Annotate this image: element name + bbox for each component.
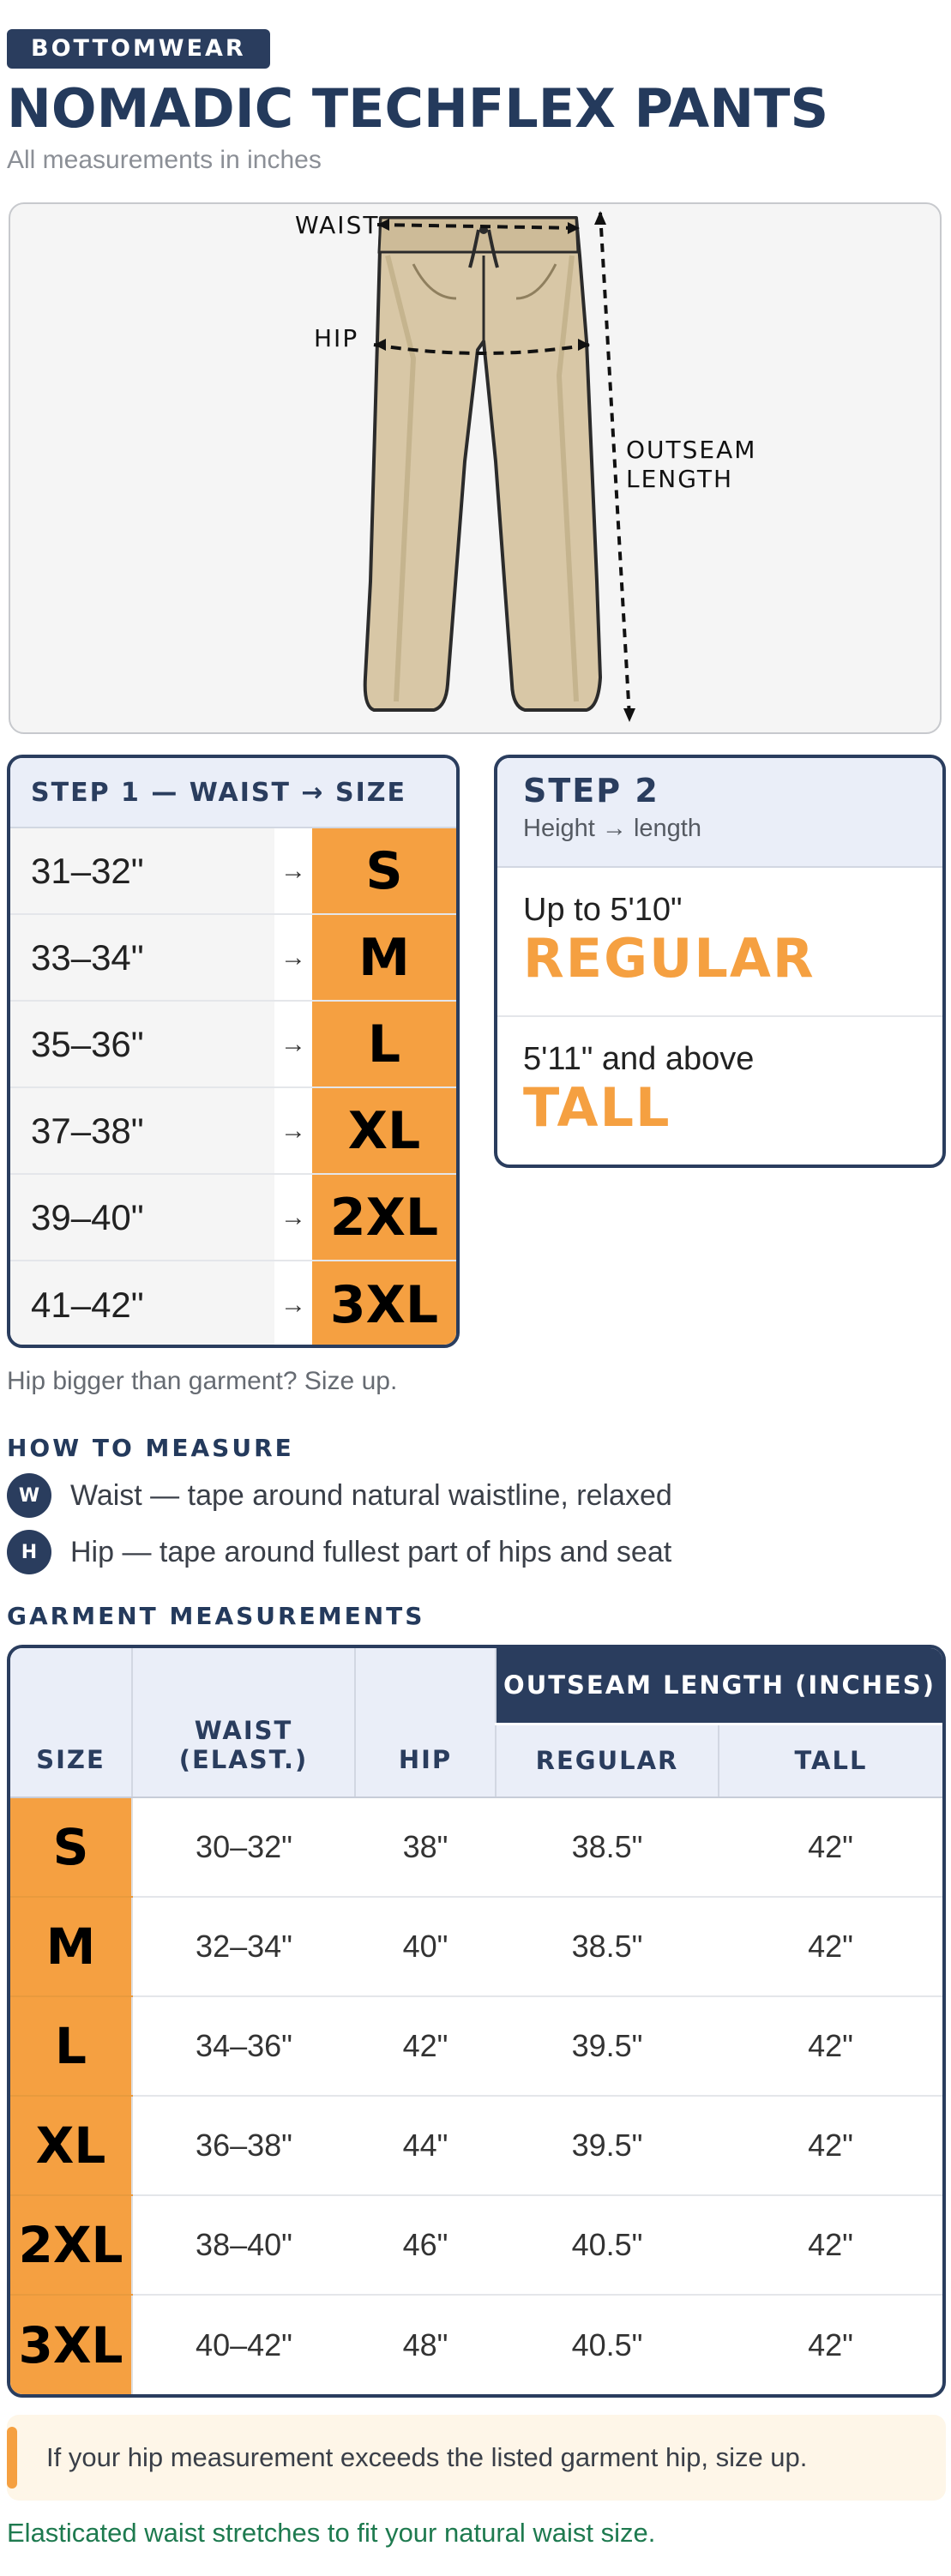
regular-cell: 38.5" xyxy=(496,1797,719,1897)
callout-text: If your hip measurement exceeds the listed garment hip, size up. xyxy=(46,2442,808,2472)
hip-label: HIP xyxy=(314,324,359,352)
table-row xyxy=(10,2096,942,2195)
waist-range: 33–34" xyxy=(10,915,274,1000)
hip-size-up-note: Hip bigger than garment? Size up. xyxy=(7,1367,398,1395)
waist-range: 39–40" xyxy=(10,1175,274,1260)
tall-cell: 42" xyxy=(719,2096,942,2195)
page-title: NOMADIC TECHFLEX PANTS xyxy=(7,77,829,140)
col-header-regular: REGULAR xyxy=(496,1724,719,1797)
step2-header xyxy=(497,758,942,868)
col-header-tall: TALL xyxy=(719,1724,942,1797)
pants-diagram xyxy=(9,202,942,734)
arrow-right-icon: → xyxy=(274,915,312,1000)
tall-cell: 42" xyxy=(719,1897,942,1996)
col-group-outseam: OUTSEAM LENGTH (INCHES) xyxy=(496,1648,942,1724)
regular-cell: 40.5" xyxy=(571,2326,643,2362)
outseam-label-line1: OUTSEAM xyxy=(626,436,757,464)
hip-cell: 42" xyxy=(355,1996,496,2096)
tall-cell: 42" xyxy=(719,1996,942,2096)
tall-cell: 42" xyxy=(808,2326,853,2362)
step1-row xyxy=(10,1088,456,1175)
size-cell: XL xyxy=(312,1088,456,1173)
arrow-right-icon: → xyxy=(274,828,312,913)
waist-cell: 40–42" xyxy=(196,2326,292,2362)
garment-measurements-heading: GARMENT MEASUREMENTS xyxy=(7,1602,425,1630)
step1-row xyxy=(10,828,456,915)
size-cell: S xyxy=(10,1797,132,1897)
regular-cell: 38.5" xyxy=(496,1897,719,1996)
step1-row xyxy=(10,1002,456,1088)
col-header-waist-line2: (ELAST.) xyxy=(178,1745,309,1774)
step2-height-to-length xyxy=(494,755,946,1168)
length-name: TALL xyxy=(523,1076,671,1139)
waist-cell: 34–36" xyxy=(132,1996,355,2096)
waist-cell: 30–32" xyxy=(132,1797,355,1897)
step1-row xyxy=(10,1261,456,1348)
how-to-measure-hip xyxy=(7,1530,671,1574)
page-subtitle: All measurements in inches xyxy=(7,146,322,174)
step2-subtitle: Height → length xyxy=(523,815,701,842)
how-to-measure-heading: HOW TO MEASURE xyxy=(7,1434,294,1462)
arrow-right-icon: → xyxy=(274,1088,312,1173)
hip-cell: 46" xyxy=(355,2195,496,2295)
tall-cell: 42" xyxy=(719,2195,942,2295)
hip-cell: 48" xyxy=(402,2326,448,2362)
table-row xyxy=(10,2295,942,2394)
height-condition: Up to 5'10" xyxy=(523,892,683,928)
size-cell: L xyxy=(312,1002,456,1086)
waist-range: 35–36" xyxy=(10,1002,274,1086)
col-header-waist xyxy=(132,1648,355,1797)
table-row xyxy=(10,2195,942,2295)
hip-cell: 40" xyxy=(355,1897,496,1996)
elastic-waist-note: Elasticated waist stretches to fit your natural waist size. xyxy=(7,2518,656,2548)
step1-row xyxy=(10,915,456,1002)
step2-title: STEP 2 xyxy=(523,772,659,810)
arrow-right-icon: → xyxy=(274,1175,312,1260)
how-to-text: Waist — tape around natural waistline, relaxed xyxy=(70,1478,672,1512)
table-row xyxy=(10,1897,942,1996)
step1-waist-to-size xyxy=(7,755,460,1348)
waist-range: 31–32" xyxy=(10,828,274,913)
col-header-hip: HIP xyxy=(355,1648,496,1797)
category-badge: BOTTOMWEAR xyxy=(7,29,270,69)
table-row xyxy=(10,1996,942,2096)
waist-cell: 38–40" xyxy=(132,2195,355,2295)
garment-measurements-table xyxy=(7,1645,946,2398)
waist-range: 37–38" xyxy=(10,1088,274,1173)
waist-label: WAIST xyxy=(295,211,380,239)
col-header-waist-line1: WAIST xyxy=(194,1716,293,1745)
waist-badge-icon: W xyxy=(7,1473,51,1518)
waist-cell: 32–34" xyxy=(132,1897,355,1996)
size-cell: 3XL xyxy=(10,2295,132,2394)
size-cell: XL xyxy=(10,2096,132,2195)
regular-cell: 40.5" xyxy=(496,2195,719,2295)
col-header-size: SIZE xyxy=(10,1648,132,1797)
size-cell: M xyxy=(312,915,456,1000)
hip-cell: 44" xyxy=(355,2096,496,2195)
tall-cell: 42" xyxy=(719,1797,942,1897)
size-cell: 3XL xyxy=(312,1261,456,1348)
hip-cell: 38" xyxy=(355,1797,496,1897)
how-to-text: Hip — tape around fullest part of hips and seat xyxy=(70,1535,672,1568)
hip-badge-icon: H xyxy=(7,1530,51,1574)
regular-cell: 39.5" xyxy=(496,1996,719,2096)
table-row xyxy=(10,1797,942,1897)
size-cell: M xyxy=(10,1897,132,1996)
size-cell: L xyxy=(10,1996,132,2096)
size-cell: 2XL xyxy=(10,2195,132,2295)
length-name: REGULAR xyxy=(523,927,816,990)
size-cell: 2XL xyxy=(312,1175,456,1260)
arrow-right-icon: → xyxy=(274,1002,312,1086)
waist-range: 41–42" xyxy=(10,1261,274,1348)
regular-cell: 39.5" xyxy=(496,2096,719,2195)
step1-title: STEP 1 — WAIST → SIZE xyxy=(10,758,456,828)
outseam-label-line2: LENGTH xyxy=(626,465,734,493)
how-to-measure-waist xyxy=(7,1473,672,1518)
waist-cell: 36–38" xyxy=(132,2096,355,2195)
arrow-right-icon: → xyxy=(274,1261,312,1348)
size-cell: S xyxy=(312,828,456,913)
length-option-tall xyxy=(497,1017,942,1166)
step1-row xyxy=(10,1175,456,1261)
size-up-callout xyxy=(7,2415,946,2501)
pants-illustration xyxy=(10,204,942,734)
length-option-regular xyxy=(497,868,942,1017)
height-condition: 5'11" and above xyxy=(523,1041,755,1077)
